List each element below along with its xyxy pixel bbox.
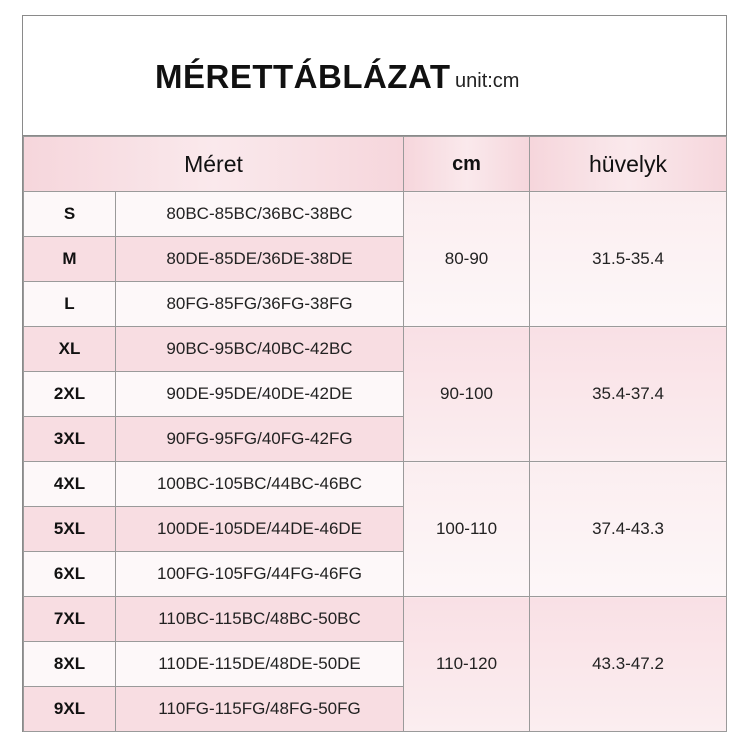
- inch-range-cell: 37.4-43.3: [530, 462, 727, 597]
- size-cell: L: [24, 282, 116, 327]
- band-cell: 80FG-85FG/36FG-38FG: [116, 282, 404, 327]
- band-cell: 90DE-95DE/40DE-42DE: [116, 372, 404, 417]
- cm-range-cell: 110-120: [404, 597, 530, 732]
- size-cell: M: [24, 237, 116, 282]
- size-table: [23, 136, 727, 732]
- table-row: [24, 327, 727, 372]
- header-size: Méret: [24, 137, 404, 192]
- size-cell: 4XL: [24, 462, 116, 507]
- size-cell: 2XL: [24, 372, 116, 417]
- band-cell: 90FG-95FG/40FG-42FG: [116, 417, 404, 462]
- size-cell: S: [24, 192, 116, 237]
- size-cell: 5XL: [24, 507, 116, 552]
- header-cm: cm: [404, 137, 530, 192]
- cm-range-cell: 100-110: [404, 462, 530, 597]
- size-cell: 6XL: [24, 552, 116, 597]
- cm-range-cell: 80-90: [404, 192, 530, 327]
- band-cell: 80DE-85DE/36DE-38DE: [116, 237, 404, 282]
- band-cell: 110FG-115FG/48FG-50FG: [116, 687, 404, 732]
- size-cell: 7XL: [24, 597, 116, 642]
- inch-range-cell: 35.4-37.4: [530, 327, 727, 462]
- table-row: [24, 597, 727, 642]
- cm-range-cell: 90-100: [404, 327, 530, 462]
- band-cell: 110BC-115BC/48BC-50BC: [116, 597, 404, 642]
- page-title: MÉRETTÁBLÁZAT: [155, 58, 451, 95]
- header-inch: hüvelyk: [530, 137, 727, 192]
- size-cell: XL: [24, 327, 116, 372]
- title-band: [23, 16, 726, 136]
- size-cell: 8XL: [24, 642, 116, 687]
- size-cell: 9XL: [24, 687, 116, 732]
- inch-range-cell: 31.5-35.4: [530, 192, 727, 327]
- size-cell: 3XL: [24, 417, 116, 462]
- band-cell: 110DE-115DE/48DE-50DE: [116, 642, 404, 687]
- band-cell: 100BC-105BC/44BC-46BC: [116, 462, 404, 507]
- size-chart-card: [22, 15, 727, 732]
- inch-range-cell: 43.3-47.2: [530, 597, 727, 732]
- band-cell: 100FG-105FG/44FG-46FG: [116, 552, 404, 597]
- unit-label: unit:cm: [455, 70, 520, 92]
- band-cell: 80BC-85BC/36BC-38BC: [116, 192, 404, 237]
- table-row: [24, 462, 727, 507]
- band-cell: 90BC-95BC/40BC-42BC: [116, 327, 404, 372]
- table-row: [24, 192, 727, 237]
- band-cell: 100DE-105DE/44DE-46DE: [116, 507, 404, 552]
- table-header-row: [24, 137, 727, 192]
